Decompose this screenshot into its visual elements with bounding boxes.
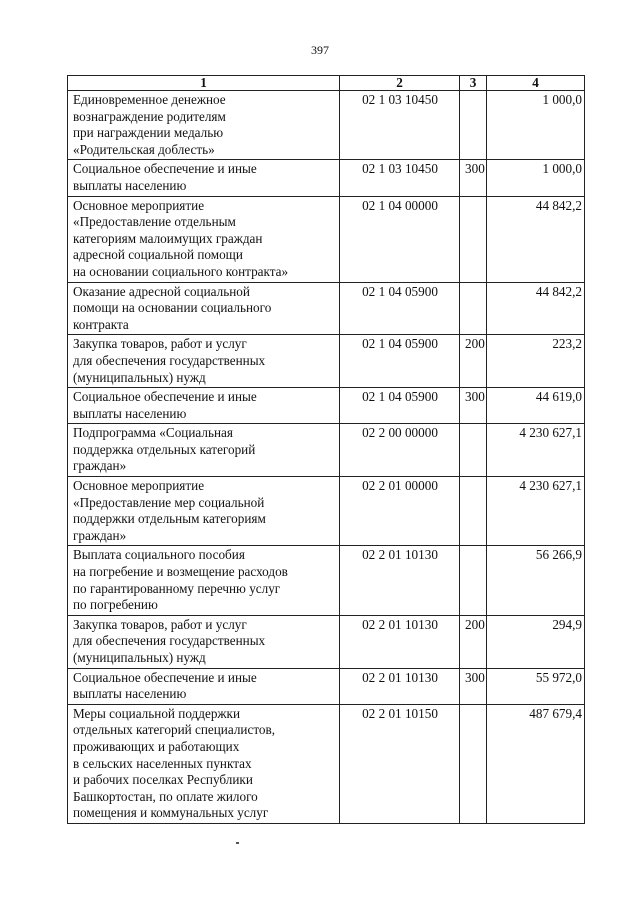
table-row <box>68 704 585 823</box>
table-row <box>68 477 585 546</box>
row-amount-cell: 44 842,2 <box>487 282 585 335</box>
table-row <box>68 160 585 196</box>
row-amount-cell: 294,9 <box>487 615 585 668</box>
row-code-cell: 02 1 04 05900 <box>340 388 460 424</box>
scan-speck <box>236 842 239 844</box>
row-name-cell: Единовременное денежное вознаграждение родителям при награждении медалью «Родительская доблесть» <box>68 91 340 160</box>
row-vr-cell <box>460 477 487 546</box>
column-header-name: 1 <box>68 76 340 91</box>
table-header-row <box>68 76 585 91</box>
column-header-code: 2 <box>340 76 460 91</box>
row-code-cell: 02 2 01 10130 <box>340 615 460 668</box>
row-vr-cell <box>460 196 487 282</box>
row-name-cell: Закупка товаров, работ и услуг для обеспечения государственных (муниципальных) нужд <box>68 335 340 388</box>
row-name-cell: Основное мероприятие «Предоставление отдельным категориям малоимущих граждан адресной социальной помощи на основании социального контракта» <box>68 196 340 282</box>
table-row <box>68 424 585 477</box>
table-row <box>68 668 585 704</box>
row-amount-cell: 223,2 <box>487 335 585 388</box>
row-code-cell: 02 2 01 00000 <box>340 477 460 546</box>
row-amount-cell: 1 000,0 <box>487 160 585 196</box>
table-row <box>68 615 585 668</box>
row-name-cell: Социальное обеспечение и иные выплаты населению <box>68 668 340 704</box>
table-row <box>68 282 585 335</box>
row-code-cell: 02 1 03 10450 <box>340 160 460 196</box>
row-vr-cell: 300 <box>460 160 487 196</box>
row-code-cell: 02 2 01 10150 <box>340 704 460 823</box>
page-number: 397 <box>311 43 329 57</box>
row-vr-cell <box>460 704 487 823</box>
table-row <box>68 91 585 160</box>
row-vr-cell <box>460 424 487 477</box>
column-header-vr: 3 <box>460 76 487 91</box>
row-vr-cell: 200 <box>460 335 487 388</box>
row-amount-cell: 1 000,0 <box>487 91 585 160</box>
row-amount-cell: 56 266,9 <box>487 546 585 615</box>
row-code-cell: 02 1 04 05900 <box>340 282 460 335</box>
row-name-cell: Социальное обеспечение и иные выплаты населению <box>68 388 340 424</box>
row-vr-cell: 300 <box>460 388 487 424</box>
row-vr-cell <box>460 91 487 160</box>
row-name-cell: Социальное обеспечение и иные выплаты населению <box>68 160 340 196</box>
table-row <box>68 335 585 388</box>
row-code-cell: 02 2 01 10130 <box>340 668 460 704</box>
row-vr-cell: 200 <box>460 615 487 668</box>
table-row <box>68 546 585 615</box>
row-code-cell: 02 2 01 10130 <box>340 546 460 615</box>
row-amount-cell: 55 972,0 <box>487 668 585 704</box>
row-name-cell: Оказание адресной социальной помощи на основании социального контракта <box>68 282 340 335</box>
row-vr-cell: 300 <box>460 668 487 704</box>
row-code-cell: 02 2 00 00000 <box>340 424 460 477</box>
table-row <box>68 196 585 282</box>
row-vr-cell <box>460 282 487 335</box>
row-name-cell: Основное мероприятие «Предоставление мер социальной поддержки отдельным категориям граждан» <box>68 477 340 546</box>
row-name-cell: Закупка товаров, работ и услуг для обеспечения государственных (муниципальных) нужд <box>68 615 340 668</box>
row-vr-cell <box>460 546 487 615</box>
row-code-cell: 02 1 03 10450 <box>340 91 460 160</box>
row-code-cell: 02 1 04 05900 <box>340 335 460 388</box>
row-amount-cell: 4 230 627,1 <box>487 477 585 546</box>
row-code-cell: 02 1 04 00000 <box>340 196 460 282</box>
table-row <box>68 388 585 424</box>
row-amount-cell: 44 842,2 <box>487 196 585 282</box>
row-amount-cell: 487 679,4 <box>487 704 585 823</box>
row-name-cell: Выплата социального пособия на погребение и возмещение расходов по гарантированному перечню услуг по погребению <box>68 546 340 615</box>
row-amount-cell: 4 230 627,1 <box>487 424 585 477</box>
column-header-amount: 4 <box>487 76 585 91</box>
row-amount-cell: 44 619,0 <box>487 388 585 424</box>
row-name-cell: Меры социальной поддержки отдельных категорий специалистов, проживающих и работающих в сельских населенных пунктах и рабочих поселках Республики Башкортостан, по оплате жилого помещения и коммунальных услуг <box>68 704 340 823</box>
row-name-cell: Подпрограмма «Социальная поддержка отдельных категорий граждан» <box>68 424 340 477</box>
budget-table <box>67 75 585 824</box>
